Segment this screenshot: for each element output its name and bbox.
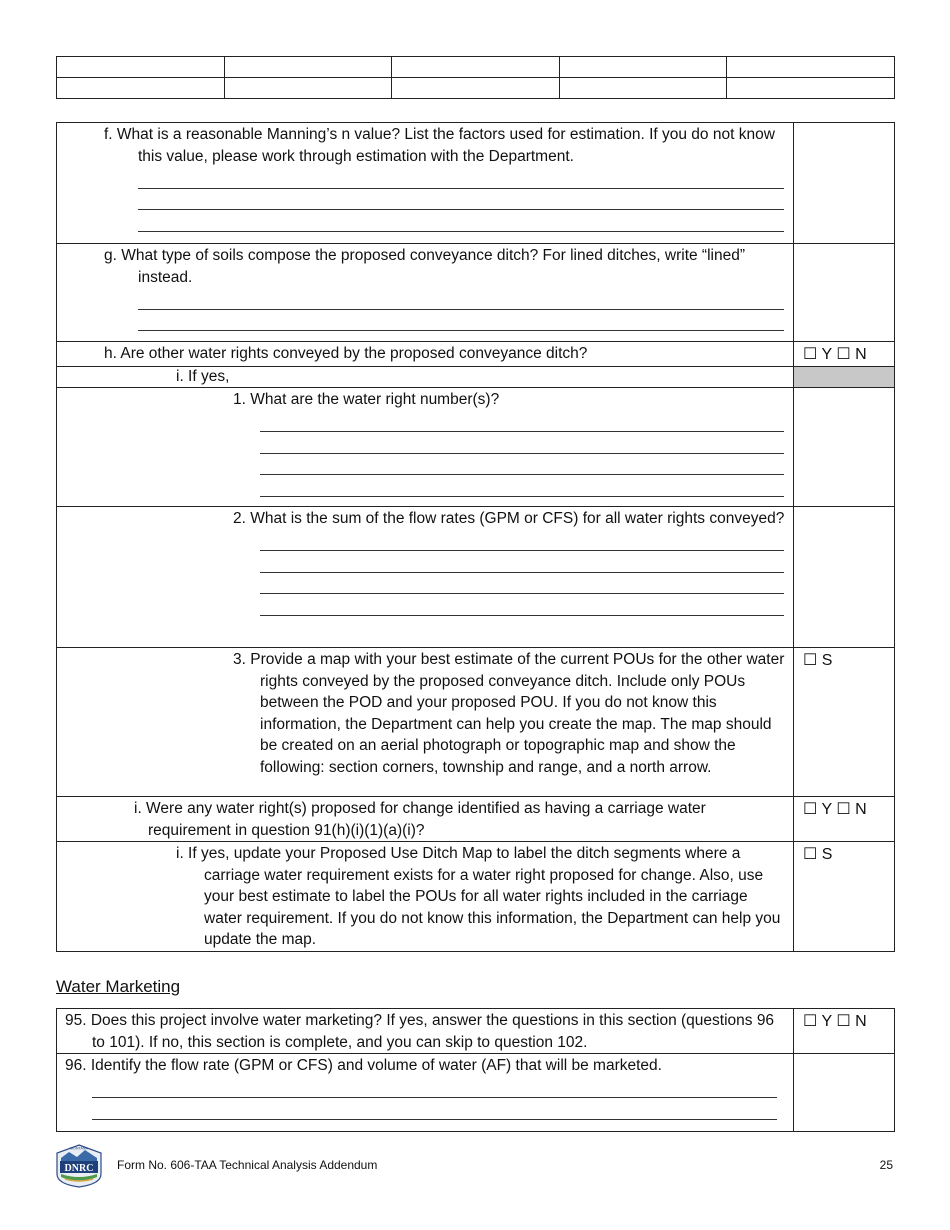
question-g-text: g. What type of soils compose the proposed conveyance ditch? For lined ditches, write “lined” instead. (104, 247, 745, 286)
checkbox-y-n-carriage[interactable]: ☐ Y ☐ N (794, 797, 895, 842)
question-f-text: f. What is a reasonable Manning’s n value? List the factors used for estimation. If you do not know this value, please work through estimation with the Department. (104, 126, 775, 165)
logo-text: DNRC (64, 1163, 94, 1174)
question-i-cell (57, 367, 794, 388)
question-96-cell (57, 1054, 794, 1132)
row-f (57, 123, 895, 244)
question-i-update-text: i. If yes, update your Proposed Use Ditch Map to label the ditch segments where a carriage water requirement exists for a water right proposed for change. Also, use your best estimate to label the POUs for all water rights included in the carriage water requirement. If you do not know this information, the Department can help you update the map. (176, 845, 781, 948)
row-g (57, 244, 895, 342)
row-i-carriage (57, 797, 895, 842)
row-i-update (57, 842, 895, 952)
answer-lines-1[interactable] (260, 411, 784, 497)
question-i-carriage-text: i. Were any water right(s) proposed for change identified as having a carriage water requirement in question 91(h)(i)(1)(a)(i)? (134, 800, 706, 839)
table-cell[interactable] (57, 57, 225, 78)
row-95 (57, 1009, 895, 1054)
table-cell[interactable] (727, 57, 895, 78)
section-heading-water-marketing: Water Marketing (56, 977, 181, 996)
table-cell[interactable] (727, 78, 895, 99)
question-3-text: 3. Provide a map with your best estimate of the current POUs for the other water rights conveyed by the proposed conveyance ditch. Include only POUs between the POD and your proposed POU. If you do not know this information, the Department can help you create the map. The map should be created on an aerial photograph or topographic map and show the following: section corners, township and range, and a north arrow. (233, 651, 785, 776)
question-95-cell (57, 1009, 794, 1054)
row-q2 (57, 507, 895, 648)
answer-lines-96[interactable] (92, 1077, 777, 1120)
page-number: 25 (879, 1158, 893, 1172)
question-table (56, 122, 895, 952)
question-i-text: i. If yes, (176, 368, 230, 385)
question-g-cell (57, 244, 794, 342)
table-cell[interactable] (559, 57, 727, 78)
table-cell[interactable] (57, 78, 225, 99)
question-95-text: 95. Does this project involve water marketing? If yes, answer the questions in this section (questions 96 to 101). If no, this section is complete, and you can skip to question 102. (65, 1012, 775, 1051)
checkbox-y-n-95[interactable]: ☐ Y ☐ N (794, 1009, 895, 1054)
answer-lines-f[interactable] (138, 167, 784, 232)
top-empty-table (56, 56, 895, 99)
table-cell[interactable] (224, 57, 392, 78)
answer-lines-g[interactable] (138, 288, 784, 331)
question-2-text: 2. What is the sum of the flow rates (GPM or CFS) for all water rights conveyed? (233, 510, 785, 527)
question-2-cell (57, 507, 794, 648)
water-marketing-table (56, 1008, 895, 1132)
checkbox-y-n-h[interactable]: ☐ Y ☐ N (794, 342, 895, 367)
row-h (57, 342, 895, 367)
question-3-cell (57, 648, 794, 797)
table-cell[interactable] (224, 78, 392, 99)
question-h-cell (57, 342, 794, 367)
table-cell[interactable] (559, 78, 727, 99)
row-q1 (57, 388, 895, 507)
question-i-update-cell (57, 842, 794, 952)
row-q3 (57, 648, 895, 797)
question-96-text: 96. Identify the flow rate (GPM or CFS) and volume of water (AF) that will be marketed. (65, 1057, 662, 1074)
row-i-if-yes (57, 367, 895, 388)
answer-2-cell[interactable] (794, 507, 895, 648)
question-f-cell (57, 123, 794, 244)
question-h-text: h. Are other water rights conveyed by the proposed conveyance ditch? (104, 345, 588, 362)
dnrc-logo (55, 1144, 103, 1188)
table-row (57, 57, 895, 78)
form-label: Form No. 606-TAA Technical Analysis Addendum (117, 1158, 378, 1172)
question-1-cell (57, 388, 794, 507)
table-row (57, 78, 895, 99)
question-i-carriage-cell (57, 797, 794, 842)
table-cell[interactable] (392, 78, 560, 99)
logo-top-text: MONTANA (70, 1146, 88, 1151)
row-96 (57, 1054, 895, 1132)
checkbox-s-update[interactable]: ☐ S (794, 842, 895, 952)
table-cell[interactable] (392, 57, 560, 78)
shaded-cell (794, 367, 895, 388)
answer-g-cell[interactable] (794, 244, 895, 342)
answer-1-cell[interactable] (794, 388, 895, 507)
answer-lines-2[interactable] (260, 530, 784, 616)
checkbox-s-3[interactable]: ☐ S (794, 648, 895, 797)
question-1-text: 1. What are the water right number(s)? (233, 391, 500, 408)
answer-96-cell[interactable] (794, 1054, 895, 1132)
answer-f-cell[interactable] (794, 123, 895, 244)
